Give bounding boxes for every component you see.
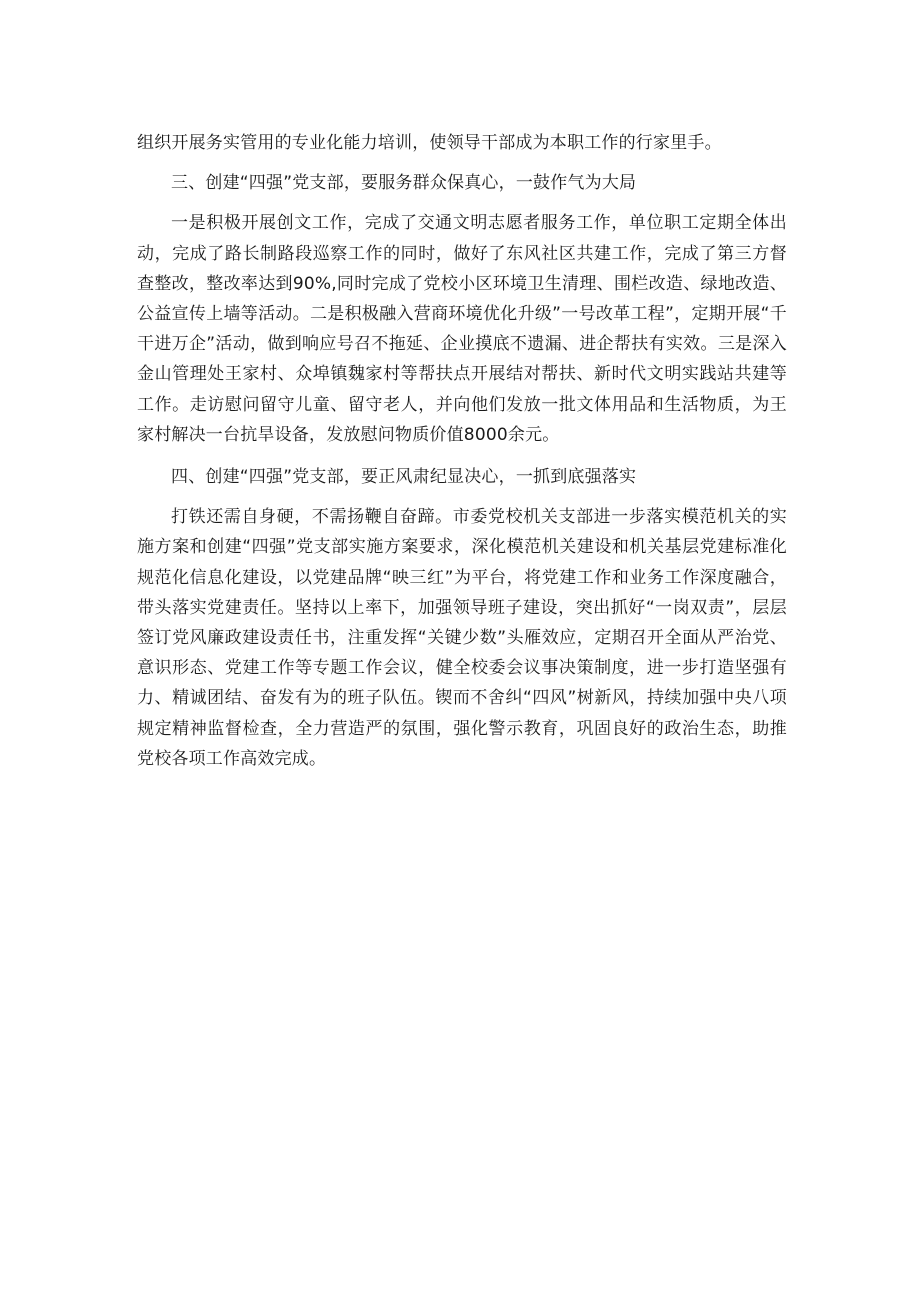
paragraph-section-three-body: 一是积极开展创文工作，完成了交通文明志愿者服务工作，单位职工定期全体出动，完成了路长制路段巡察工作的同时，做好了东风社区共建工作，完成了第三方督查整改，整改率达到90%,同时完成了党校小区环境卫生清理、围栏改造、绿地改造、公益宣传上墙等活动。二是积极融入营商环境优化升级”一号改革工程”，定期开展“千干进万企”活动，做到响应号召不拖延、企业摸底不遗漏、进企帮扶有实效。三是深入金山管理处王家村、众埠镇魏家村等帮扶点开展结对帮扶、新时代文明实践站共建等工作。走访慰问留守儿童、留守老人，并向他们发放一批文体用品和生活物质，为王家村解决一台抗旱设备，发放慰问物质价值8000余元。: [137, 213, 787, 445]
section-heading-four: 四、创建“四强”党支部，要正风肃纪显决心，一抓到底强落实: [171, 467, 637, 488]
paragraph-section-four-body: 打铁还需自身硬，不需扬鞭自奋蹄。市委党校机关支部进一步落实模范机关的实施方案和创建“四强”党支部实施方案要求，深化模范机关建设和机关基层党建标准化规范化信息化建设，以党建品牌“映三红”为平台，将党建工作和业务工作深度融合，带头落实党建责任。坚持以上率下，加强领导班子建设，突出抓好“一岗双责”，层层签订党风廉政建设责任书，注重发挥“关键少数”头雁效应，定期召开全面从严治党、意识形态、党建工作等专题工作会议，健全校委会议事决策制度，进一步打造坚强有力、精诚团结、奋发有为的班子队伍。锲而不舍纠“四风”树新风，持续加强中央八项规定精神监督检查，全力营造严的氛围，强化警示教育，巩固良好的政治生态，助推党校各项工作高效完成。: [137, 507, 787, 769]
document-body: [137, 128, 787, 774]
section-heading-three: 三、创建“四强”党支部，要服务群众保真心，一鼓作气为大局: [171, 173, 637, 194]
paragraph-continuation: 组织开展务实管用的专业化能力培训，使领导干部成为本职工作的行家里手。: [137, 133, 722, 153]
